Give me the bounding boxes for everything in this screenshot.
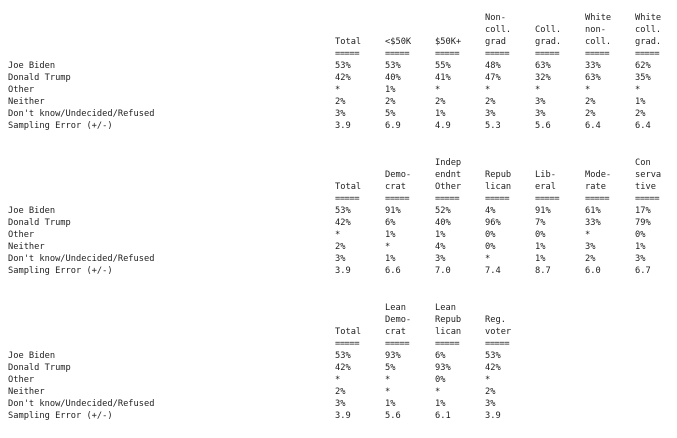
table-cell: 3.9: [335, 266, 351, 276]
table-cell: 33%: [585, 218, 601, 228]
column-header: crat: [385, 327, 406, 337]
table-cell: 3.9: [335, 411, 351, 421]
table-cell: 63%: [535, 61, 551, 71]
row-label: Other: [8, 85, 35, 95]
row-label: Joe Biden: [8, 61, 56, 71]
separator: =====: [385, 49, 410, 59]
separator: =====: [585, 49, 610, 59]
table-cell: 96%: [485, 218, 501, 228]
column-header: Total: [335, 37, 362, 47]
table-cell: 1%: [435, 399, 446, 409]
table-cell: 4%: [485, 206, 496, 216]
row-label: Other: [8, 375, 35, 385]
table-cell: 1%: [385, 399, 396, 409]
table-cell: *: [335, 230, 341, 240]
table-cell: 0%: [535, 230, 546, 240]
column-header: Repub: [485, 170, 512, 180]
table-cell: *: [335, 375, 341, 385]
row-label: Joe Biden: [8, 351, 56, 361]
table-cell: 3%: [635, 254, 646, 264]
separator: =====: [635, 49, 660, 59]
table-cell: 2%: [335, 387, 346, 397]
column-header: serva: [635, 170, 662, 180]
table-cell: 6.4: [635, 121, 651, 131]
table-cell: 5.6: [385, 411, 401, 421]
separator: =====: [435, 49, 460, 59]
separator: =====: [485, 49, 510, 59]
table-cell: 42%: [335, 73, 351, 83]
row-label: Sampling Error (+/-): [8, 266, 113, 276]
table-cell: 53%: [335, 206, 351, 216]
table-cell: 3%: [485, 109, 496, 119]
table-cell: 5%: [385, 109, 396, 119]
row-label: Neither: [8, 387, 45, 397]
column-header: eral: [535, 182, 556, 192]
table-cell: 7%: [535, 218, 546, 228]
separator: =====: [585, 194, 610, 204]
table-cell: 48%: [485, 61, 501, 71]
table-cell: 2%: [635, 109, 646, 119]
table-cell: 2%: [485, 387, 496, 397]
table-cell: 7.4: [485, 266, 501, 276]
table-cell: 63%: [585, 73, 601, 83]
table-cell: 3%: [335, 399, 346, 409]
table-cell: 40%: [385, 73, 401, 83]
table-cell: 6.4: [585, 121, 601, 131]
table-cell: 3.9: [335, 121, 351, 131]
table-cell: 1%: [535, 242, 546, 252]
column-header: Lean: [385, 303, 406, 313]
row-label: Donald Trump: [8, 73, 71, 83]
column-header: coll.: [485, 25, 512, 35]
table-cell: 6.6: [385, 266, 401, 276]
table-cell: 6.9: [385, 121, 401, 131]
column-header: tive: [635, 182, 656, 192]
table-cell: 1%: [635, 97, 646, 107]
table-cell: 3%: [535, 109, 546, 119]
table-cell: 3.9: [485, 411, 501, 421]
table-cell: 3%: [335, 109, 346, 119]
table-cell: *: [335, 85, 341, 95]
table-cell: 42%: [335, 218, 351, 228]
table-cell: 0%: [435, 375, 446, 385]
row-label: Donald Trump: [8, 218, 71, 228]
table-cell: *: [385, 375, 391, 385]
table-cell: 6%: [385, 218, 396, 228]
row-label: Joe Biden: [8, 206, 56, 216]
table-cell: 3%: [335, 254, 346, 264]
table-cell: 4.9: [435, 121, 451, 131]
separator: =====: [385, 194, 410, 204]
column-header: Indep: [435, 158, 462, 168]
column-header: <$50K: [385, 37, 412, 47]
separator: =====: [335, 194, 360, 204]
row-label: Don't know/Undecided/Refused: [8, 109, 155, 119]
table-cell: 62%: [635, 61, 651, 71]
table-cell: 1%: [435, 230, 446, 240]
table-cell: 1%: [385, 254, 396, 264]
row-label: Sampling Error (+/-): [8, 121, 113, 131]
table-cell: 17%: [635, 206, 651, 216]
table-cell: 2%: [385, 97, 396, 107]
table-cell: 6.1: [435, 411, 451, 421]
table-cell: 3%: [585, 242, 596, 252]
column-header: endnt: [435, 170, 462, 180]
table-cell: 79%: [635, 218, 651, 228]
table-cell: 55%: [435, 61, 451, 71]
table-cell: 5%: [385, 363, 396, 373]
column-header: $50K+: [435, 37, 462, 47]
table-cell: 2%: [585, 254, 596, 264]
column-header: Total: [335, 327, 362, 337]
table-cell: 1%: [535, 254, 546, 264]
column-header: grad.: [635, 37, 662, 47]
table-cell: 41%: [435, 73, 451, 83]
table-cell: 2%: [585, 109, 596, 119]
table-cell: 2%: [585, 97, 596, 107]
row-label: Other: [8, 230, 35, 240]
table-cell: *: [535, 85, 541, 95]
table-cell: 1%: [385, 85, 396, 95]
column-header: Other: [435, 182, 462, 192]
row-label: Don't know/Undecided/Refused: [8, 254, 155, 264]
table-cell: *: [435, 85, 441, 95]
table-cell: 53%: [335, 351, 351, 361]
table-cell: 3%: [435, 254, 446, 264]
table-cell: 3%: [485, 399, 496, 409]
table-cell: 2%: [335, 97, 346, 107]
table-cell: 33%: [585, 61, 601, 71]
column-header: lican: [485, 182, 512, 192]
table-cell: 6.0: [585, 266, 601, 276]
separator: =====: [335, 339, 360, 349]
table-cell: 5.3: [485, 121, 501, 131]
table-cell: *: [385, 242, 391, 252]
table-cell: 2%: [435, 97, 446, 107]
table-cell: *: [485, 254, 491, 264]
table-cell: 1%: [385, 230, 396, 240]
column-header: Con: [635, 158, 651, 168]
table-cell: 7.0: [435, 266, 451, 276]
column-header: lican: [435, 327, 462, 337]
separator: =====: [485, 339, 510, 349]
separator: =====: [635, 194, 660, 204]
table-cell: 2%: [485, 97, 496, 107]
row-label: Neither: [8, 242, 45, 252]
column-header: Demo-: [385, 170, 412, 180]
table-cell: *: [485, 85, 491, 95]
table-cell: 53%: [335, 61, 351, 71]
table-cell: 61%: [585, 206, 601, 216]
table-cell: 0%: [485, 242, 496, 252]
table-cell: 91%: [535, 206, 551, 216]
column-header: Coll.: [535, 25, 562, 35]
separator: =====: [435, 194, 460, 204]
table-cell: 1%: [635, 242, 646, 252]
separator: =====: [535, 194, 560, 204]
column-header: Reg.: [485, 315, 506, 325]
row-label: Sampling Error (+/-): [8, 411, 113, 421]
table-cell: 4%: [435, 242, 446, 252]
table-cell: 2%: [335, 242, 346, 252]
separator: =====: [435, 339, 460, 349]
separator: =====: [485, 194, 510, 204]
column-header: voter: [485, 327, 512, 337]
table-cell: 53%: [485, 351, 501, 361]
column-header: coll.: [585, 37, 612, 47]
column-header: non-: [585, 25, 606, 35]
column-header: Lib-: [535, 170, 556, 180]
table-cell: *: [485, 375, 491, 385]
table-cell: 91%: [385, 206, 401, 216]
table-cell: 0%: [485, 230, 496, 240]
table-cell: 42%: [485, 363, 501, 373]
table-cell: *: [635, 85, 641, 95]
table-cell: *: [585, 230, 591, 240]
table-cell: 5.6: [535, 121, 551, 131]
column-header: crat: [385, 182, 406, 192]
column-header: coll.: [635, 25, 662, 35]
table-cell: 0%: [635, 230, 646, 240]
table-cell: 1%: [435, 109, 446, 119]
table-cell: *: [435, 387, 441, 397]
table-cell: *: [385, 387, 391, 397]
column-header: grad: [485, 37, 506, 47]
column-header: Demo-: [385, 315, 412, 325]
table-cell: 35%: [635, 73, 651, 83]
table-cell: *: [585, 85, 591, 95]
column-header: Repub: [435, 315, 462, 325]
separator: =====: [335, 49, 360, 59]
column-header: Non-: [485, 13, 506, 23]
table-cell: 53%: [385, 61, 401, 71]
table-cell: 93%: [385, 351, 401, 361]
column-header: grad.: [535, 37, 562, 47]
table-cell: 6.7: [635, 266, 651, 276]
table-cell: 8.7: [535, 266, 551, 276]
column-header: White: [635, 13, 662, 23]
table-cell: 40%: [435, 218, 451, 228]
table-cell: 6%: [435, 351, 446, 361]
column-header: Lean: [435, 303, 456, 313]
row-label: Neither: [8, 97, 45, 107]
row-label: Donald Trump: [8, 363, 71, 373]
table-cell: 93%: [435, 363, 451, 373]
table-cell: 52%: [435, 206, 451, 216]
column-header: rate: [585, 182, 606, 192]
column-header: Mode-: [585, 170, 612, 180]
table-cell: 47%: [485, 73, 501, 83]
row-label: Don't know/Undecided/Refused: [8, 399, 155, 409]
table-cell: 3%: [535, 97, 546, 107]
column-header: Total: [335, 182, 362, 192]
column-header: White: [585, 13, 612, 23]
separator: =====: [535, 49, 560, 59]
table-cell: 32%: [535, 73, 551, 83]
separator: =====: [385, 339, 410, 349]
table-cell: 42%: [335, 363, 351, 373]
